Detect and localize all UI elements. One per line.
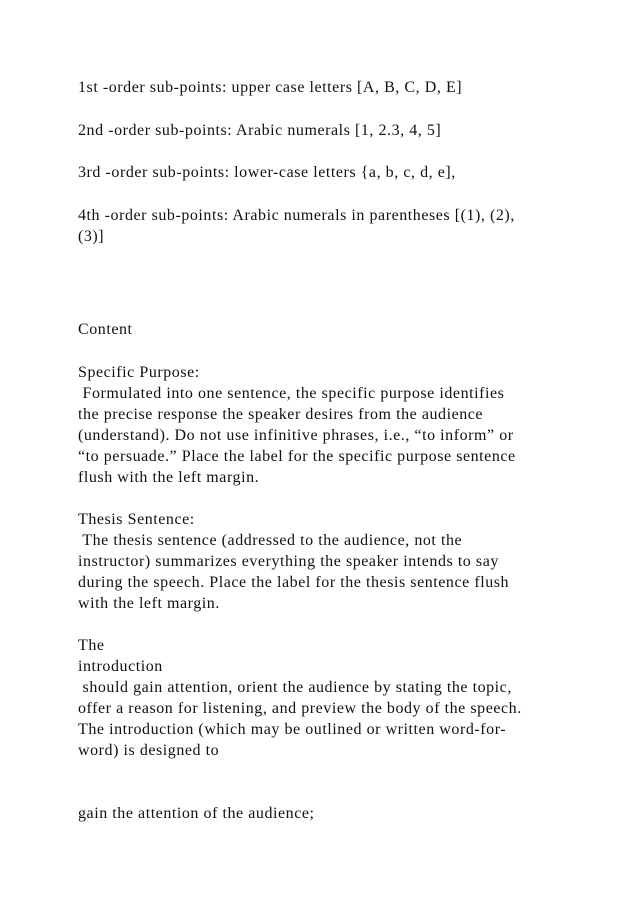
- introduction-line: The introduction (which may be outlined or written word-for-: [78, 721, 507, 738]
- introduction-line: should gain attention, orient the audience by stating the topic,: [78, 679, 512, 696]
- introduction-list-item: gain the attention of the audience;: [78, 805, 315, 822]
- thesis-sentence-line: The thesis sentence (addressed to the audience, not the: [78, 532, 463, 549]
- specific-purpose-line: flush with the left margin.: [78, 469, 260, 486]
- thesis-sentence-line: with the left margin.: [78, 595, 220, 612]
- introduction-line: word) is designed to: [78, 742, 220, 759]
- specific-purpose-line: Formulated into one sentence, the specific purpose identifies: [78, 385, 505, 402]
- introduction-keyword: introduction: [78, 658, 163, 675]
- thesis-sentence-line: during the speech. Place the label for the thesis sentence flush: [78, 574, 510, 591]
- introduction-the-word: The: [78, 637, 105, 654]
- specific-purpose-label: Specific Purpose:: [78, 364, 200, 381]
- specific-purpose-line: (understand). Do not use infinitive phrases, i.e., “to inform” or: [78, 427, 514, 444]
- outline-level-3-text: 3rd -order sub-points: lower-case letters {a, b, c, d, e],: [78, 164, 456, 181]
- outline-level-4-text-line-2: (3)]: [78, 228, 105, 245]
- content-heading: Content: [78, 321, 133, 338]
- thesis-sentence-line: instructor) summarizes everything the speaker intends to say: [78, 553, 499, 570]
- specific-purpose-line: “to persuade.” Place the label for the specific purpose sentence: [78, 448, 516, 465]
- outline-level-1-text: 1st -order sub-points: upper case letters [A, B, C, D, E]: [78, 79, 463, 96]
- thesis-sentence-label: Thesis Sentence:: [78, 511, 195, 528]
- specific-purpose-line: the precise response the speaker desires from the audience: [78, 406, 484, 423]
- introduction-line: offer a reason for listening, and preview the body of the speech.: [78, 700, 522, 717]
- outline-level-4-text-line-1: 4th -order sub-points: Arabic numerals in parentheses [(1), (2),: [78, 207, 515, 224]
- outline-level-2-text: 2nd -order sub-points: Arabic numerals [1, 2.3, 4, 5]: [78, 122, 442, 139]
